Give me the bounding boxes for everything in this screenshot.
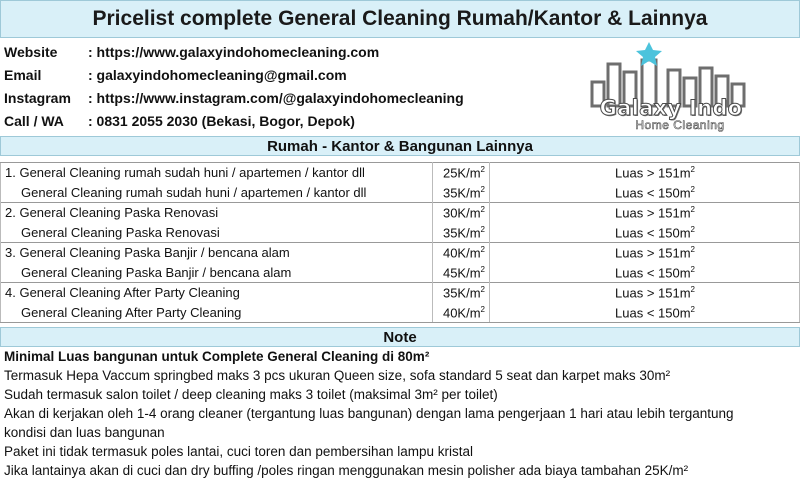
contact-value[interactable]: : galaxyindohomecleaning@gmail.com <box>88 66 347 83</box>
note-line: Jika lantainya akan di cuci dan dry buffing /poles ringan menggunakan mesin polisher ada biaya tambahan 25K/m² <box>4 463 689 478</box>
table-row <box>1 243 800 263</box>
table-row <box>1 203 800 223</box>
price-per-m2: $40K/m^2$ <box>433 303 490 323</box>
contact-instagram <box>4 86 574 109</box>
service-description: General Cleaning rumah sudah huni / apartemen / kantor dll <box>1 183 433 203</box>
area-condition: Luas < $150m^2$ <box>490 183 800 203</box>
table-row <box>1 163 800 183</box>
table-row <box>1 283 800 303</box>
contact-phone <box>4 109 574 132</box>
price-value: 35K/m <box>442 184 481 200</box>
area-value: Luas < 150m <box>615 184 691 200</box>
area-condition: Luas > $151m^2$ <box>490 203 800 223</box>
service-description: 2. General Cleaning Paska Renovasi <box>1 203 433 223</box>
area-condition: Luas < $150m^2$ <box>490 263 800 283</box>
area-value: Luas < 150m <box>615 304 691 320</box>
table-row <box>1 223 800 243</box>
table-row <box>1 183 800 203</box>
note-line: Termasuk Hepa Vaccum springbed maks 3 pcs ukuran Queen size, sofa standard 5 seat dan karpet maks 30m² <box>4 368 671 383</box>
price-value: 30K/m <box>442 205 481 221</box>
area-condition: Luas > $151m^2$ <box>490 283 800 303</box>
notes-list <box>4 347 796 480</box>
contact-email <box>4 63 574 86</box>
area-value: Luas < 150m <box>615 264 691 280</box>
price-value: 35K/m <box>442 224 481 240</box>
section-header-prices: Rumah - Kantor & Bangunan Lainnya <box>0 136 800 156</box>
area-value: Luas > 151m <box>615 285 691 301</box>
area-condition: Luas < $150m^2$ <box>490 303 800 323</box>
price-per-m2: $25K/m^2$ <box>433 163 490 183</box>
service-description: General Cleaning Paska Banjir / bencana alam <box>1 263 433 283</box>
contact-value[interactable]: : https://www.instagram.com/@galaxyindohomecleaning <box>88 89 464 106</box>
area-condition: Luas < $150m^2$ <box>490 223 800 243</box>
price-per-m2: $35K/m^2$ <box>433 223 490 243</box>
service-description: 3. General Cleaning Paska Banjir / bencana alam <box>1 243 433 263</box>
note-line: Sudah termasuk salon toilet / deep cleaning maks 3 toilet (maksimal 3m² per toilet) <box>4 387 498 402</box>
area-condition: Luas > $151m^2$ <box>490 243 800 263</box>
price-value: 45K/m <box>442 264 481 280</box>
contact-label: Email <box>4 66 42 83</box>
contact-value[interactable]: : https://www.galaxyindohomecleaning.com <box>88 43 380 60</box>
page-title: Pricelist complete General Cleaning Rumah/Kantor & Lainnya <box>0 0 800 38</box>
note-line: kondisi dan luas bangunan <box>4 425 165 440</box>
service-description: General Cleaning After Party Cleaning <box>1 303 433 323</box>
price-value: 35K/m <box>442 285 481 301</box>
section-header-note: Note <box>0 327 800 347</box>
note-line: Akan di kerjakan oleh 1-4 orang cleaner (tergantung luas bangunan) dengan lama pengerjaan 1 hari atau lebih tergantung <box>4 406 734 421</box>
contact-value: : 0831 2055 2030 (Bekasi, Bogor, Depok) <box>88 112 355 129</box>
service-description: 1. General Cleaning rumah sudah huni / apartemen / kantor dll <box>1 163 433 183</box>
logo-tagline: Home Cleaning <box>635 118 725 132</box>
contact-label: Instagram <box>4 89 71 106</box>
contact-label: Call / WA <box>4 112 64 129</box>
area-value: Luas > 151m <box>615 245 691 261</box>
price-table <box>0 162 800 323</box>
contact-label: Website <box>4 43 58 60</box>
price-per-m2: $40K/m^2$ <box>433 243 490 263</box>
area-value: Luas < 150m <box>615 224 691 240</box>
area-condition: Luas > $151m^2$ <box>490 163 800 183</box>
area-value: Luas > 151m <box>615 205 691 221</box>
contact-info <box>4 40 574 132</box>
price-per-m2: $35K/m^2$ <box>433 183 490 203</box>
price-per-m2: $35K/m^2$ <box>433 283 490 303</box>
price-per-m2: $30K/m^2$ <box>433 203 490 223</box>
area-value: Luas > 151m <box>615 165 691 181</box>
table-row <box>1 303 800 323</box>
price-value: 25K/m <box>442 165 481 181</box>
price-value: 40K/m <box>442 304 481 320</box>
note-line: Paket ini tidak termasuk poles lantai, cuci toren dan pembersihan lampu kristal <box>4 444 473 459</box>
logo-name: Galaxy Indo <box>599 96 743 120</box>
service-description: 4. General Cleaning After Party Cleaning <box>1 283 433 303</box>
price-per-m2: $45K/m^2$ <box>433 263 490 283</box>
note-line: Minimal Luas bangunan untuk Complete General Cleaning di 80m² <box>4 349 430 364</box>
table-row <box>1 263 800 283</box>
price-value: 40K/m <box>442 245 481 261</box>
contact-website <box>4 40 574 63</box>
service-description: General Cleaning Paska Renovasi <box>1 223 433 243</box>
